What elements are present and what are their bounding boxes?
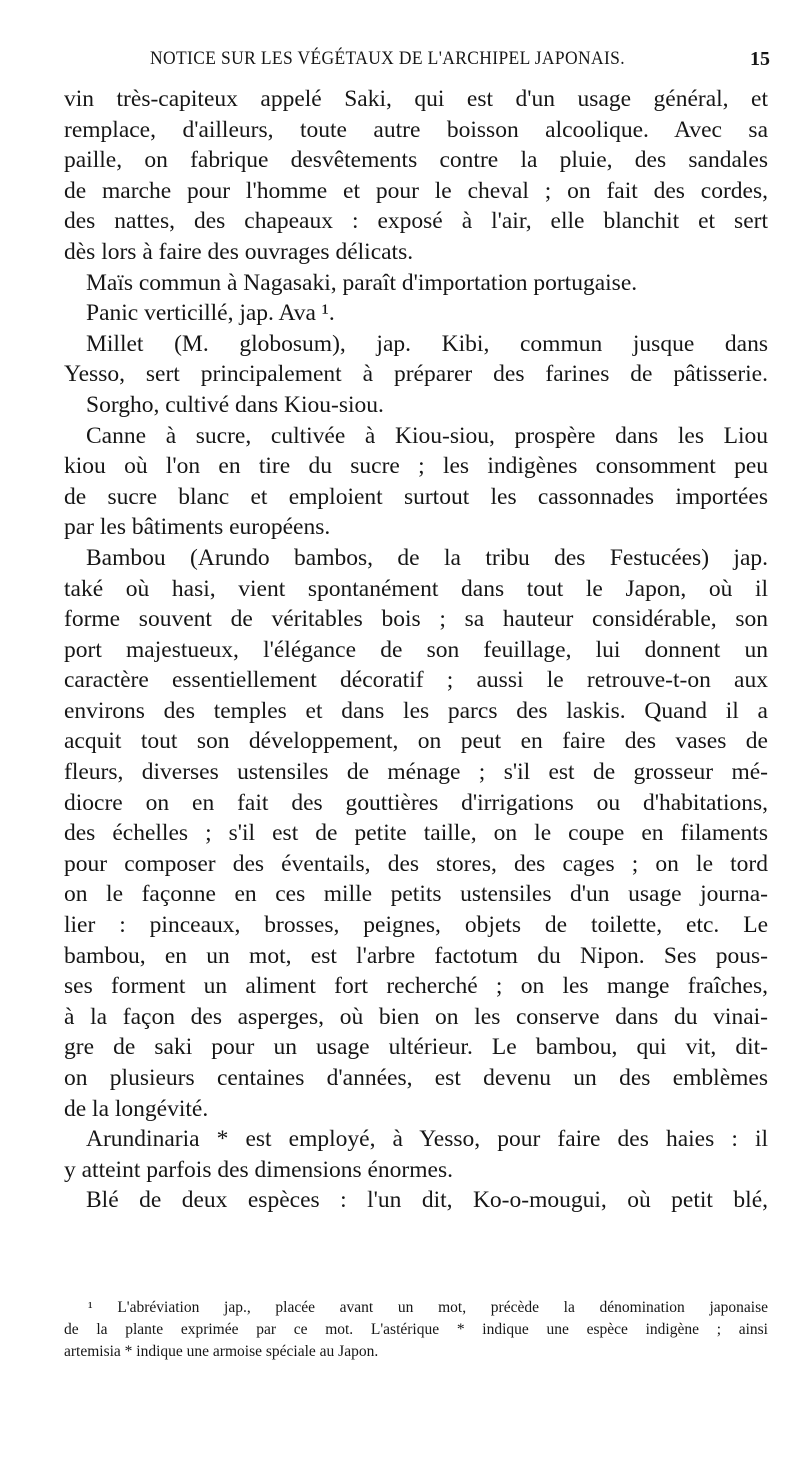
footnotes [64, 1297, 768, 1363]
text-line: Blé de deux espèces : l'un dit, Ko-o-mougui, où petit blé, [86, 1187, 768, 1214]
text-line: environs des temples et dans les parcs des laskis. Quand il a [64, 697, 768, 724]
footnote-line: ¹ L'abréviation jap., placée avant un mot, précède la dénomination japonaise [88, 1299, 768, 1316]
text-line: lier : pinceaux, brosses, peignes, objets de toilette, etc. Le [64, 912, 768, 939]
body-text [64, 84, 768, 1216]
text-line: kiou où l'on en tire du sucre ; les indigènes consomment peu [64, 453, 768, 480]
text-line: acquit tout son développement, on peut en faire des vases de [64, 728, 768, 755]
text-line: Bambou (Arundo bambos, de la tribu des Festucées) jap. [86, 544, 768, 571]
text-line: à la façon des asperges, où bien on les conserve dans du vinai- [64, 1003, 768, 1030]
text-line: remplace, d'ailleurs, toute autre boisson alcoolique. Avec sa [64, 116, 768, 143]
text-line: des nattes, des chapeaux : exposé à l'air, elle blanchit et sert [64, 208, 768, 235]
text-line: Maïs commun à Nagasaki, paraît d'importation portugaise. [86, 269, 638, 296]
text-line: bambou, en un mot, est l'arbre factotum du Nipon. Ses pous- [64, 942, 768, 969]
text-line: Panic verticillé, jap. Ava ¹. [86, 300, 335, 327]
text-line: caractère essentiellement décoratif ; aussi le retrouve-t-on aux [64, 667, 768, 694]
text-line: de marche pour l'homme et pour le cheval ; on fait des cordes, [64, 177, 768, 204]
text-line: Canne à sucre, cultivée à Kiou-siou, prospère dans les Liou [86, 422, 768, 449]
text-line: ses forment un aliment fort recherché ; on les mange fraîches, [64, 973, 768, 1000]
text-line: forme souvent de véritables bois ; sa hauteur considérable, son [64, 606, 768, 633]
footnote-line: de la plante exprimée par ce mot. L'astérique * indique une espèce indigène ; ainsi [64, 1321, 768, 1338]
text-line: paille, on fabrique desvêtements contre la pluie, des sandales [64, 147, 768, 174]
text-line: de sucre blanc et emploient surtout les cassonnades importées [64, 483, 768, 510]
text-line: de la longévité. [64, 1095, 209, 1122]
text-line: on le façonne en ces mille petits ustensiles d'un usage journa- [64, 881, 768, 908]
page-number: 15 [750, 48, 770, 70]
text-line: gre de saki pour un usage ultérieur. Le bambou, qui vit, dit- [64, 1034, 768, 1061]
text-line: y atteint parfois des dimensions énormes. [64, 1156, 453, 1183]
text-line: diocre on en fait des gouttières d'irrigations ou d'habitations, [64, 789, 768, 816]
text-line: dès lors à faire des ouvrages délicats. [64, 238, 414, 265]
running-title: NOTICE SUR LES VÉGÉTAUX DE L'ARCHIPEL JAPONAIS. [150, 48, 625, 69]
text-line: vin très-capiteux appelé Saki, qui est d'un usage général, et [64, 86, 768, 112]
text-line: port majestueux, l'élégance de son feuillage, lui donnent un [64, 636, 768, 663]
page-header [0, 48, 800, 74]
text-line: Sorgho, cultivé dans Kiou-siou. [86, 391, 384, 418]
text-line: des échelles ; s'il est de petite taille, on le coupe en filaments [64, 820, 768, 847]
text-line: par les bâtiments européens. [64, 514, 331, 541]
text-line: Millet (M. globosum), jap. Kibi, commun jusque dans [86, 330, 768, 357]
text-line: také où hasi, vient spontanément dans tout le Japon, où il [64, 575, 768, 602]
text-line: Arundinaria * est employé, à Yesso, pour faire des haies : il [86, 1126, 768, 1153]
footnote-line: artemisia * indique une armoise spéciale au Japon. [64, 1343, 379, 1360]
text-line: Yesso, sert principalement à préparer des farines de pâtisserie. [64, 361, 768, 388]
text-line: fleurs, diverses ustensiles de ménage ; s'il est de grosseur mé- [64, 759, 768, 786]
text-line: on plusieurs centaines d'années, est devenu un des emblèmes [64, 1065, 768, 1091]
text-line: pour composer des éventails, des stores, des cages ; on le tord [64, 850, 768, 877]
